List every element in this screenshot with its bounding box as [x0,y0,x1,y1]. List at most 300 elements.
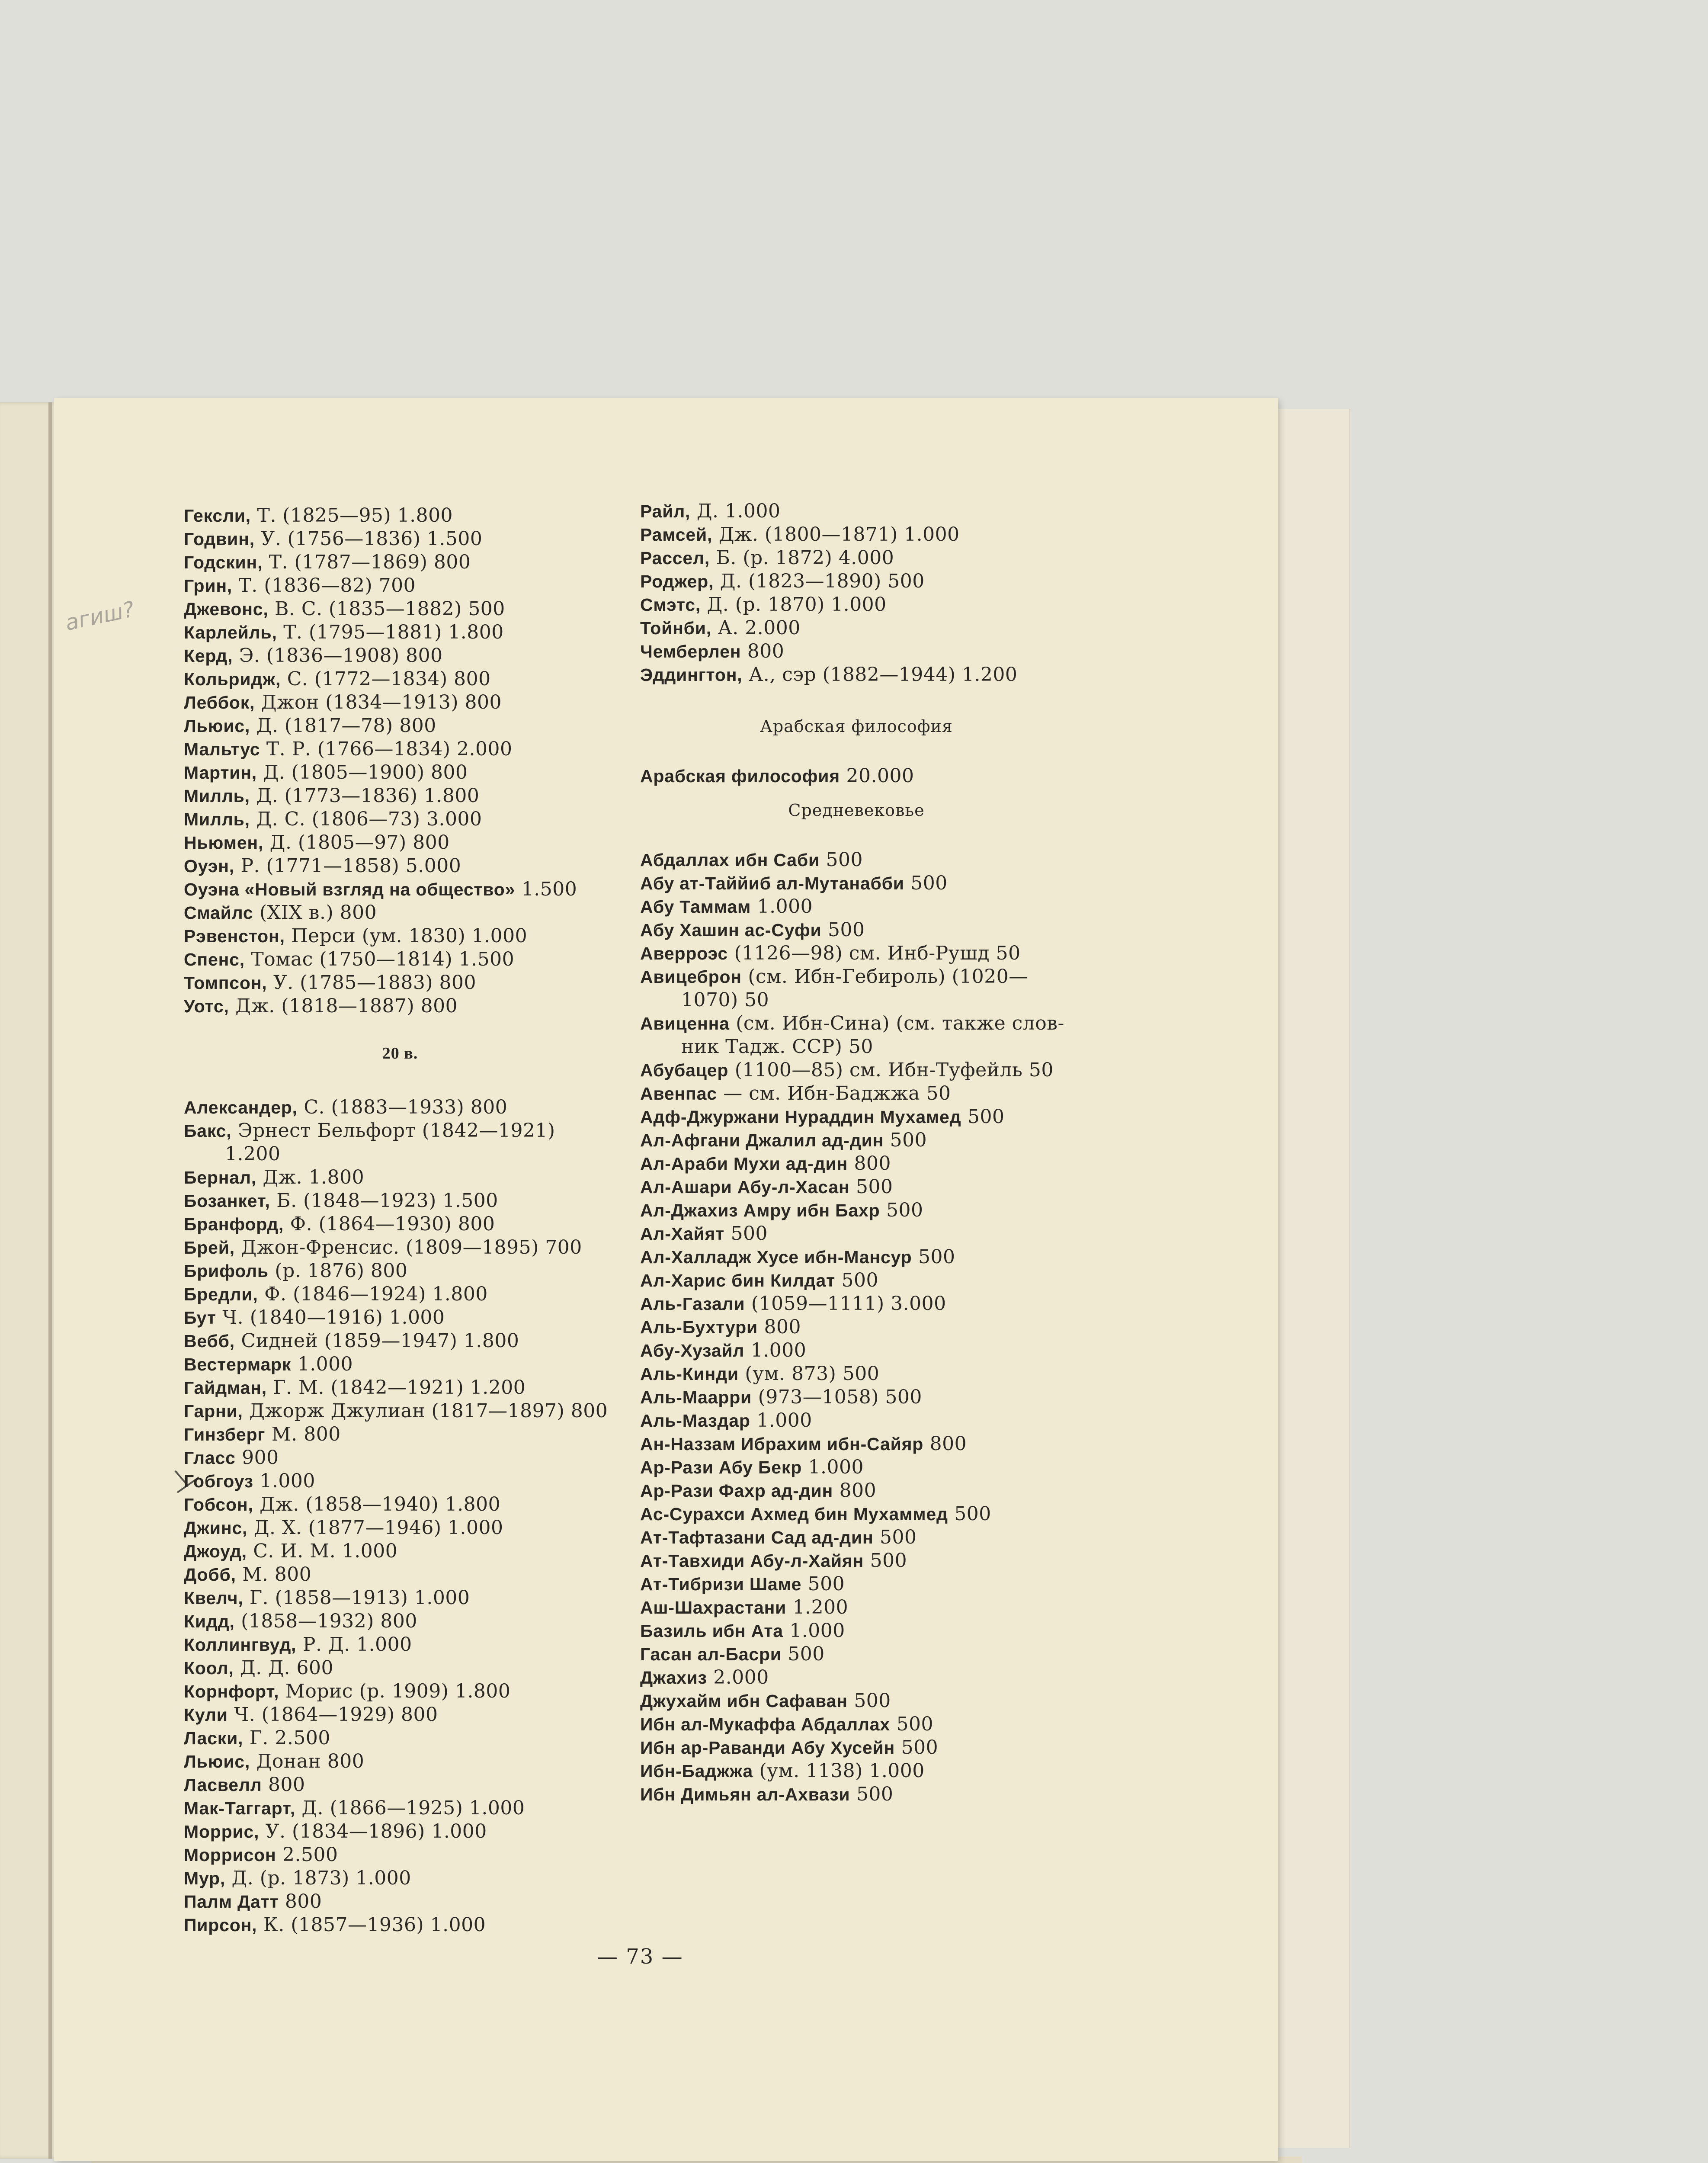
entry-name: Вестермарк [184,1354,292,1374]
entry-name: Моррисон [184,1845,276,1865]
entry-details: 800 [262,1774,305,1796]
entry-name: Бакс, [184,1121,232,1141]
entry-details: 500 [849,1176,893,1198]
entry-details: В. С. (1835—1882) 500 [268,598,505,620]
list-entry [184,1166,364,1189]
entry-name: Карлейль, [184,623,277,642]
entry-name: Гайдман, [184,1378,267,1398]
entry-name: Джевонс, [184,599,269,619]
entry-details: (1100—85) см. Ибн-Туфейль 50 [728,1059,1054,1081]
list-entry [640,1059,1054,1082]
list-entry [184,1727,330,1750]
entry-details: 500 [820,849,863,871]
list-entry [640,1339,806,1362]
list-entry [640,942,1021,965]
list-entry [640,1783,893,1806]
entry-name: Мальтус [184,739,260,759]
list-entry [640,1526,917,1549]
entry-name: Кольридж, [184,669,281,689]
entry-details: Д. (р. 1873) 1.000 [225,1867,411,1889]
section-heading-arab: Арабская философия [760,717,953,736]
entry-name: Абу Таммам [640,897,751,917]
entry-details: Б. (р. 1872) 4.000 [710,547,894,569]
entry-name: Ласвелл [184,1775,262,1795]
entry-name: Ал-Афгани Джалил ад-дин [640,1130,884,1150]
entry-details: Р. (1771—1858) 5.000 [234,855,461,877]
list-entry [184,971,476,995]
entry-name: Уотс, [184,996,229,1016]
entry-details: Дж. (1800—1871) 1.000 [712,523,960,546]
entry-details: 1.000 [751,895,813,918]
list-entry [640,1245,955,1269]
entry-name: Джоуд, [184,1541,247,1561]
list-entry [640,918,865,942]
entry-name: Ал-Араби Мухи ад-дин [640,1154,848,1174]
list-entry [640,1386,922,1409]
list-entry [640,1105,1004,1129]
entry-details: Ч. (1840—1916) 1.000 [216,1306,445,1329]
entry-name: Ал-Хайят [640,1224,725,1244]
list-entry [640,1759,925,1783]
list-entry [184,1259,407,1283]
entry-name: Аль-Бухтури [640,1317,758,1337]
entry-details: 500 [895,1736,939,1759]
entry-details: Д. (1805—1900) 800 [257,761,468,783]
entry-details: Ф. (1864—1930) 800 [284,1213,495,1235]
entry-details: С. (1883—1933) 800 [297,1096,508,1118]
entry-name: Базиль ибн Ата [640,1621,783,1641]
entry-name: Адф-Джуржани Нураддин Мухамед [640,1107,961,1127]
entry-name: Роджер, [640,571,714,591]
entry-name: Гобгоуз [184,1471,253,1491]
entry-name: Милль, [184,786,250,806]
entry-details: Т. Р. (1766—1834) 2.000 [260,738,513,760]
list-entry [640,570,925,593]
entry-name: Абубацер [640,1060,729,1080]
entry-details: 800 [279,1890,322,1913]
list-entry [184,1213,495,1236]
list-entry [184,878,577,901]
entry-details: Д. (1823—1890) 500 [714,570,925,592]
entry-details: (1059—1111) 3.000 [745,1293,946,1315]
entry-name: Рамсей, [640,525,713,545]
list-entry [184,924,527,948]
entry-details: Ч. (1864—1929) 800 [228,1704,438,1726]
entry-name: Мартин, [184,763,257,783]
entry-details: — см. Ибн-Баджжа 50 [717,1082,951,1104]
entry-name: Смэтс, [640,595,701,615]
entry-name: Джухайм ибн Сафаван [640,1691,848,1711]
list-entry [640,593,887,616]
entry-details: 500 [904,872,948,894]
entry-name: Оуэна «Новый взгляд на общество» [184,879,516,899]
entry-name: Брифоль [184,1261,269,1281]
entry-name: Томпсон, [184,973,267,993]
section-heading-20c: 20 в. [382,1044,418,1062]
entry-name: Чемберлен [640,642,741,661]
entry-details: Э. (1836—1908) 800 [233,645,443,667]
entry-name: Гексли, [184,506,251,526]
entry-details: Дж. (1858—1940) 1.800 [253,1493,501,1515]
list-entry [184,831,450,854]
list-entry [184,504,453,527]
entry-name: Абу-Хузайл [640,1341,745,1361]
list-entry [640,895,813,918]
entry-name: Ат-Тавхиди Абу-л-Хайян [640,1551,864,1571]
entry-details: Томас (1750—1814) 1.500 [244,948,515,970]
entry-name: Оуэн, [184,856,234,876]
entry-details: Д. С. (1806—73) 3.000 [250,808,482,830]
list-entry [184,551,471,574]
entry-details: 500 [884,1129,927,1151]
entry-details: С. И. М. 1.000 [247,1540,398,1562]
entry-name: Ат-Тафтазани Сад ад-дин [640,1528,874,1547]
list-entry [640,1479,876,1502]
entry-details: Б. (1848—1923) 1.500 [270,1190,498,1212]
entry-name: Квелч, [184,1588,244,1608]
entry-details: Г. М. (1842—1921) 1.200 [266,1377,526,1399]
entry-details: Г. (1858—1913) 1.000 [243,1587,470,1609]
entry-name: Корнфорт, [184,1682,279,1701]
list-entry [184,808,482,831]
entry-details: (1126—98) см. Инб-Рушд 50 [727,942,1021,964]
entry-details: Т. (1825—95) 1.800 [251,504,453,526]
entry-details: Д. (1817—78) 800 [250,715,436,737]
list-entry [184,597,505,621]
entry-name: Бредли, [184,1284,258,1304]
list-entry [184,995,458,1018]
entry-name: Ал-Джахиз Амру ибн Бахр [640,1200,880,1220]
entry-name: Ан-Наззам Ибрахим ибн-Сайяр [640,1434,924,1454]
entry-details: 1.500 [515,878,577,900]
entry-details: А., сэр (1882—1944) 1.200 [742,664,1018,686]
list-entry [640,1175,893,1199]
entry-details: 1.000 [802,1456,864,1478]
list-entry [184,714,436,738]
entry-details: Д. 1.000 [690,500,781,522]
entry-name: Брей, [184,1238,235,1258]
list-entry [640,1432,967,1456]
list-entry [184,1306,445,1329]
list-entry [184,644,443,668]
entry-name: Ар-Рази Абу Бекр [640,1457,802,1477]
list-entry [640,1129,927,1152]
entry-name: Вебб, [184,1331,235,1351]
entry-details: Джорж Джулиан (1817—1897) 800 [243,1400,608,1422]
entry-details: 1.000 [291,1353,353,1375]
entry-details: 1.000 [783,1620,845,1642]
entry-details: К. (1857—1936) 1.000 [257,1914,486,1936]
entry-name: Эддингтон, [640,665,743,685]
entry-details: 800 [757,1316,801,1338]
list-entry [184,1119,642,1166]
entry-name: Добб, [184,1565,236,1585]
list-entry [184,1329,519,1353]
entry-name: Палм Датт [184,1892,279,1912]
entry-name: Ат-Тибризи Шаме [640,1574,802,1594]
list-entry [184,948,514,971]
list-entry [184,1540,397,1563]
entry-name: Милль, [184,809,250,829]
entry-name: Тойнби, [640,618,711,638]
entry-details: Т. (1795—1881) 1.800 [277,621,504,643]
list-entry [184,784,479,808]
list-entry [640,523,960,546]
entry-details: (973—1058) 500 [752,1386,922,1408]
entry-name: Ньюмен, [184,833,264,853]
entry-details: 800 [741,640,785,662]
entry-details: 500 [724,1223,768,1245]
list-entry [184,761,468,784]
entry-details: 800 [833,1479,877,1502]
list-entry [640,1549,907,1573]
list-entry [184,1563,311,1586]
list-entry [640,500,780,523]
entry-details: (р. 1876) 800 [268,1260,408,1282]
entry-name: Арабская философия [640,766,840,786]
entry-name: Грин, [184,576,233,596]
entry-name: Годскин, [184,552,263,572]
entry-name: Льюис, [184,716,250,736]
entry-details: М. 800 [236,1563,312,1585]
entry-details: (ум. 873) 500 [738,1363,880,1385]
list-entry [184,901,377,924]
entry-details: (см. Ибн-Гебироль) (1020— [741,966,1028,988]
entry-details: 500 [948,1503,991,1525]
entry-name: Коллингвуд, [184,1635,297,1655]
list-entry [184,574,416,597]
entry-name: Ласки, [184,1728,244,1748]
entry-details: Джон-Френсис. (1809—1895) 700 [234,1236,582,1258]
entry-details: Г. 2.500 [243,1727,330,1749]
entry-details: Дж. (1818—1887) 800 [229,995,458,1017]
list-entry [640,1292,946,1316]
list-entry [640,1012,1099,1059]
list-entry [640,1222,768,1245]
list-entry [184,621,504,644]
entry-name: Ар-Рази Фахр ад-дин [640,1481,833,1501]
entry-name: Бранфорд, [184,1214,284,1234]
entry-name: Абу ат-Таййиб ал-Мутанабби [640,873,904,893]
entry-details: 500 [890,1713,933,1735]
list-entry [640,546,894,570]
list-entry [184,738,513,761]
list-entry [640,1573,845,1596]
entry-name: Гобсон, [184,1495,253,1515]
list-entry [184,1516,503,1540]
left-page-edge [48,402,52,2159]
list-entry [184,1913,486,1937]
entry-name: Александер, [184,1098,298,1117]
entry-name: Мур, [184,1868,226,1888]
entry-details: Ф. (1846—1924) 1.800 [258,1283,488,1305]
entry-details: (ум. 1138) 1.000 [753,1760,925,1782]
list-entry [184,1470,315,1493]
entry-name: Ибн-Баджжа [640,1761,753,1781]
entry-details: 500 [864,1550,907,1572]
entry-name: Коол, [184,1658,234,1678]
entry-name: Бут [184,1308,216,1328]
list-entry [640,640,784,663]
pencil-margin-note: агиш? [63,596,137,636]
entry-details: 500 [835,1269,878,1291]
entry-details: 500 [961,1106,1005,1128]
entry-details: 500 [880,1199,923,1221]
entry-continuation: 1070) 50 [681,989,769,1011]
list-entry [640,1199,923,1222]
entry-details: 1.000 [750,1409,812,1431]
entry-name: Ас-Сурахси Ахмед бин Мухаммед [640,1504,948,1524]
entry-details: Д. (1773—1836) 1.800 [250,785,480,807]
list-entry [184,668,491,691]
list-entry [640,1269,878,1292]
entry-name: Кидд, [184,1611,235,1631]
entry-name: Годвин, [184,529,255,549]
list-entry [184,1353,353,1376]
list-entry [640,1362,879,1386]
list-entry [640,1082,951,1105]
list-entry [184,1820,487,1843]
entry-name: Абу Хашин ас-Суфи [640,920,822,940]
entry-details: 1.200 [786,1596,849,1618]
entry-name: Ал-Харис бин Килдат [640,1271,835,1290]
entry-name: Льюис, [184,1752,250,1771]
entry-details: У. (1834—1896) 1.000 [259,1820,487,1842]
entry-details: 1.000 [253,1470,315,1492]
list-entry [640,848,863,872]
list-entry [184,527,482,551]
entry-details: М. 800 [265,1423,341,1445]
list-entry [640,1596,848,1619]
entry-details: Сидней (1859—1947) 1.800 [234,1330,519,1352]
entry-details: Перси (ум. 1830) 1.000 [285,925,528,947]
entry-details: 500 [850,1783,894,1805]
entry-name: Спенс, [184,950,245,969]
list-entry [184,1797,525,1820]
entry-name: Пирсон, [184,1915,257,1935]
entry-continuation: ник Тадж. ССР) 50 [681,1036,873,1058]
entry-name: Гинзберг [184,1425,266,1444]
entry-name: Ибн ар-Раванди Абу Хусейн [640,1738,895,1758]
entry-details: 20.000 [840,765,914,787]
list-entry [640,663,1017,687]
list-entry [184,1843,338,1867]
entry-details: 2.500 [276,1844,338,1866]
entry-name: Авицеброн [640,967,742,987]
list-entry [640,1316,801,1339]
list-entry [640,965,1099,1012]
list-entry [640,1456,864,1479]
entry-name: Аль-Маздар [640,1411,750,1431]
list-entry [184,1399,608,1423]
list-entry [184,1493,500,1516]
list-entry [184,1610,417,1633]
entry-details: У. (1785—1883) 800 [267,972,476,994]
list-entry [184,1703,438,1727]
entry-details: (XIX в.) 800 [253,902,377,924]
list-entry [184,1586,470,1610]
entry-details: А. 2.000 [711,617,801,639]
entry-name: Джахиз [640,1668,707,1688]
list-entry [640,1689,891,1713]
entry-name: Гарни, [184,1401,243,1421]
entry-details: 500 [873,1526,917,1548]
entry-name: Гасан ал-Басри [640,1644,782,1664]
entry-details: 900 [235,1447,279,1469]
list-entry [184,1773,305,1797]
section-heading-medieval: Средневековье [788,801,925,820]
list-entry [640,764,914,788]
list-entry [184,1189,498,1213]
list-entry [184,1446,279,1470]
entry-details: 800 [923,1433,967,1455]
entry-name: Аль-Кинди [640,1364,739,1384]
entry-name: Моррис, [184,1822,260,1842]
entry-details: 500 [821,919,865,941]
entry-name: Керд, [184,646,233,666]
list-entry [640,1152,891,1175]
entry-details: Д. Х. (1877—1946) 1.000 [247,1517,503,1539]
entry-details: Д. (р. 1870) 1.000 [701,594,887,616]
entry-details: Т. (1836—82) 700 [232,574,416,597]
underlying-page-edge [1276,409,1350,2148]
entry-details: Донан 800 [250,1750,365,1772]
list-entry [640,616,801,640]
entry-name: Бозанкет, [184,1191,270,1211]
list-entry [184,1656,333,1680]
entry-name: Райл, [640,501,691,521]
list-entry [184,1633,412,1656]
entry-name: Ал-Халладж Хусе ибн-Мансур [640,1247,912,1267]
list-entry [640,1666,769,1689]
entry-name: Авенпас [640,1084,717,1104]
entry-name: Мак-Таггарт, [184,1798,295,1818]
list-entry [184,1750,364,1773]
entry-details: Морис (р. 1909) 1.800 [279,1680,511,1702]
entry-name: Бернал, [184,1168,256,1187]
entry-details: Джон (1834—1913) 800 [255,691,502,713]
entry-details: (см. Ибн-Сина) (см. также слов- [729,1012,1064,1034]
entry-name: Ал-Ашари Абу-л-Хасан [640,1177,850,1197]
entry-details: Д. Д. 600 [234,1657,333,1679]
list-entry [184,1376,526,1399]
entry-name: Аверроэс [640,944,728,963]
entry-details: С. (1772—1834) 800 [281,668,491,690]
list-entry [640,1736,938,1759]
list-entry [640,1619,845,1643]
list-entry [184,854,461,878]
entry-name: Авиценна [640,1014,730,1033]
entry-name: Ибн ал-Мукаффа Абдаллах [640,1714,890,1734]
entry-details: Д. (1866—1925) 1.000 [295,1797,525,1819]
entry-details: 500 [781,1643,825,1665]
entry-name: Аль-Газали [640,1294,745,1314]
list-entry [640,1502,991,1526]
entry-name: Абдаллах ибн Саби [640,850,820,870]
entry-name: Аш-Шахрастани [640,1598,787,1617]
entry-name: Смайлс [184,903,253,923]
entry-details: (1858—1932) 800 [234,1610,417,1632]
list-entry [184,691,502,714]
entry-details: Р. Д. 1.000 [296,1633,412,1656]
entry-name: Рассел, [640,548,710,568]
list-entry [184,1283,488,1306]
entry-name: Аль-Маарри [640,1387,752,1407]
entry-name: Ибн Димьян ал-Ахвази [640,1784,850,1804]
list-entry [184,1680,510,1703]
entry-details: Дж. 1.800 [256,1166,365,1188]
entry-details: 500 [912,1246,955,1268]
